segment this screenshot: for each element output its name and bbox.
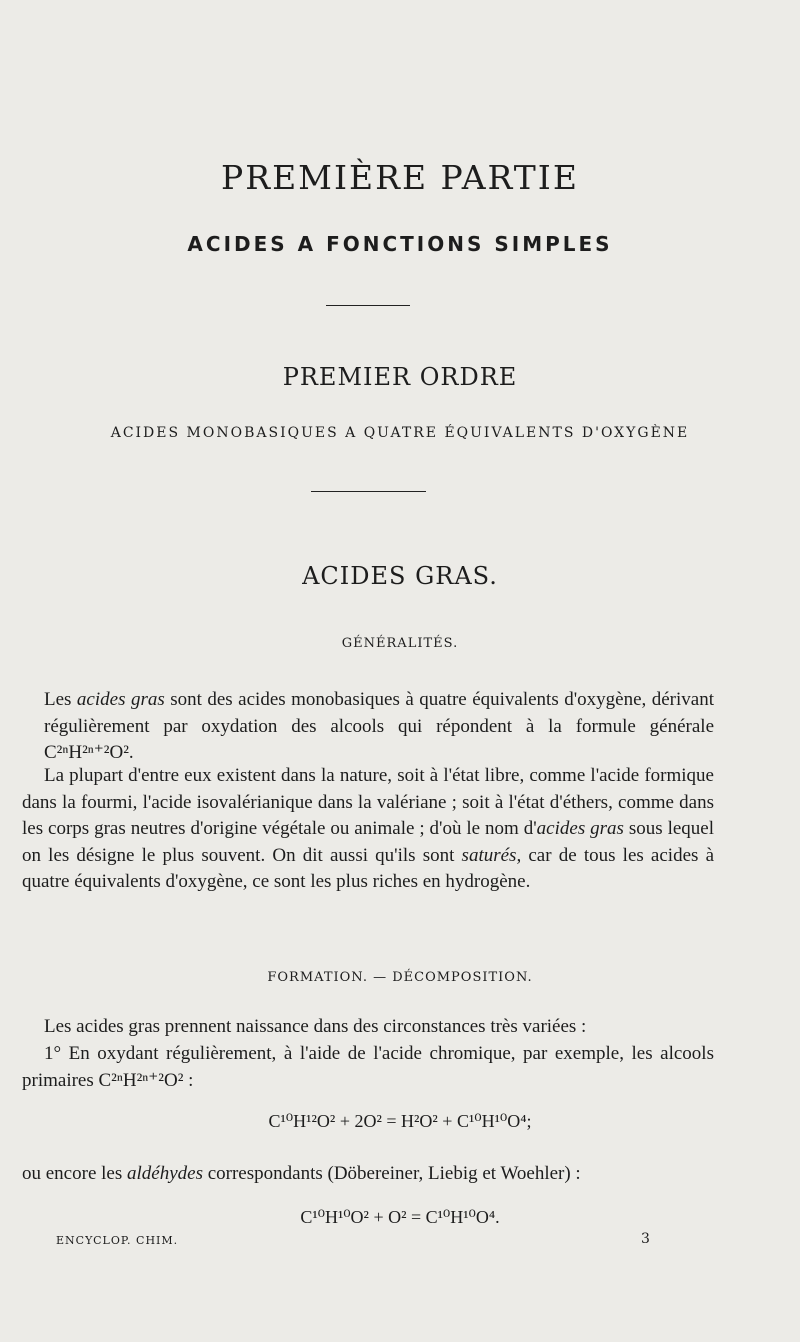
para2-part-b: sous lequel on les désigne le plus souvent. On dit aussi qu'ils sont — [22, 818, 714, 866]
para3-text: Les acides gras prennent naissance dans des circonstances très variées : — [44, 1016, 587, 1037]
paragraph-oxidation — [22, 1041, 714, 1094]
para4-text: 1° En oxydant régulièrement, à l'aide de l'acide chromique, par exemple, les alcools primaires C²ⁿH²ⁿ⁺²O² : — [22, 1043, 714, 1091]
para1-lead: Les — [44, 689, 77, 710]
order-subtitle: ACIDES MONOBASIQUES A QUATRE ÉQUIVALENTS D'OXYGÈNE — [110, 425, 690, 441]
para5-rest: correspondants (Döbereiner, Liebig et Woehler) : — [202, 1163, 581, 1184]
para1-rest: sont des acides monobasiques à quatre équivalents d'oxygène, dérivant régulièrement par oxydation des alcools qui répondent à la formule générale — [44, 689, 714, 737]
para5-term: aldéhydes — [126, 1163, 203, 1184]
formation-heading: FORMATION. — DÉCOMPOSITION. — [267, 970, 533, 985]
formula-oxidation: C¹⁰H¹²O² + 2O² = H²O² + C¹⁰H¹⁰O⁴; — [268, 1111, 532, 1131]
generalites-heading: GÉNÉRALITÉS. — [341, 636, 459, 651]
para2-part-c: car de tous les acides à quatre équivalents d'oxygène, ce sont les plus riches en hydrogène. — [22, 844, 715, 892]
footer-signature: ENCYCLOP. CHIM. — [56, 1234, 179, 1247]
divider-rule — [311, 491, 426, 492]
section-title: ACIDES GRAS. — [302, 562, 498, 590]
para1-term: acides gras — [76, 689, 165, 710]
para2-term2: saturés, — [461, 844, 522, 866]
paragraph-aldehydes — [22, 1161, 714, 1188]
part-subtitle: ACIDES A FONCTIONS SIMPLES — [187, 232, 613, 256]
order-title: PREMIER ORDRE — [282, 363, 518, 391]
para1-formula: C²ⁿH²ⁿ⁺²O². — [44, 742, 134, 763]
paragraph-definition — [22, 687, 714, 767]
para2-term: acides gras — [536, 818, 624, 839]
para5-lead: ou encore les — [22, 1163, 127, 1184]
paragraph-occurrence — [22, 763, 714, 896]
formula-aldehyde: C¹⁰H¹⁰O² + O² = C¹⁰H¹⁰O⁴. — [300, 1207, 500, 1227]
para2-part-a: La plupart d'entre eux existent dans la nature, soit à l'état libre, comme l'acide formique dans la fourmi, l'acide isovalérianique dans la valériane ; soit à l'état d'éthers, comme dans les corps gras neutres d'origine végétale ou animale ; d'où le nom d' — [22, 765, 714, 839]
part-title: PREMIÈRE PARTIE — [221, 158, 579, 197]
page-number: 3 — [641, 1231, 650, 1247]
divider-rule — [326, 305, 410, 306]
paragraph-formation-intro — [22, 1014, 714, 1041]
